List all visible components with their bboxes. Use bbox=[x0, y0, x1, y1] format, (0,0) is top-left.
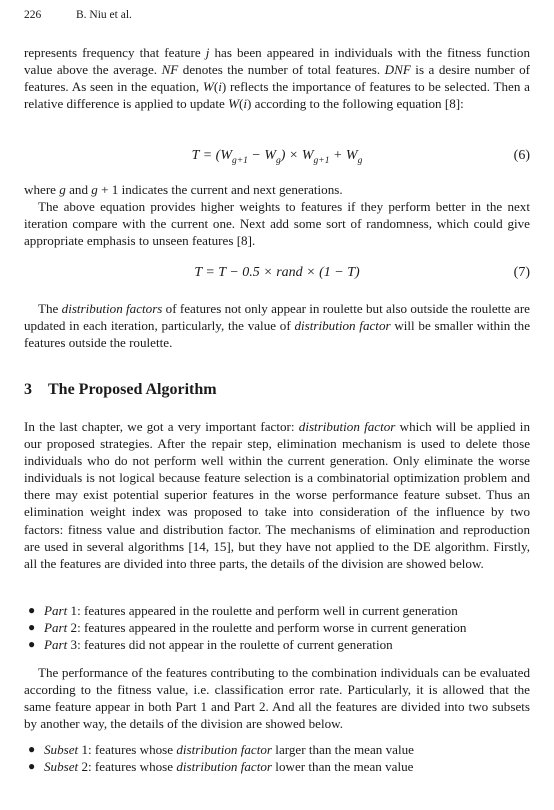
equation-6 bbox=[24, 148, 530, 166]
section-number: 3 bbox=[24, 381, 32, 398]
equation-7-number: (7) bbox=[513, 265, 530, 280]
equation-6-number: (6) bbox=[513, 148, 530, 163]
equation-6-formula: $T = (W_{g+1} - W_g) \times W_{g+1} + W_g$ bbox=[191, 148, 363, 166]
section-heading bbox=[24, 381, 217, 399]
paragraph-weight-definition: represents frequency that feature j has been appeared in individuals with the fitness function value above the average. NF denotes the number of total features. DNF is a desire number of features. As seen in the equation, W(i) reflects the importance of features to be selected. Then a relative difference is applied to update W(i) according to the following equation [8]: bbox=[24, 45, 530, 112]
paragraph-weights: The above equation provides higher weights to features if they perform better in the next iteration compare with the current one. Next add some sort of randomness, which could give appropriate emphasis to unseen features [8]. bbox=[24, 199, 530, 249]
paragraph-feature-performance: The performance of the features contributing to the combination individuals can be evaluated according to the fitness value, i.e. classification error rate. Particularly, it is allowed that the same feature appear in both Part 1 and Part 2. And all the features are divided into two subsets by another way, the details of the division are showed below. bbox=[24, 665, 530, 732]
paragraph-distribution-factors: The distribution factors of features not only appear in roulette but also outside the roulette are updated in each iteration, particularly, the value of distribution factor will be smaller within the features outside the roulette. bbox=[24, 301, 531, 351]
running-header bbox=[24, 9, 132, 21]
running-authors: B. Niu et al. bbox=[76, 9, 132, 21]
equation-7 bbox=[24, 265, 530, 283]
equation-7-formula: T = T − 0.5 × rand × (1 − T) bbox=[194, 265, 360, 280]
paragraph-generations: where g and g + 1 indicates the current and next generations. bbox=[24, 182, 343, 197]
section-title: The Proposed Algorithm bbox=[48, 381, 217, 398]
page-number: 226 bbox=[24, 9, 42, 21]
paragraph-proposed-algorithm: In the last chapter, we got a very important factor: distribution factor which will be applied in our proposed strategies. After the repair step, elimination mechanism is used to delete those individuals who do not perform well within the current generation. Only eliminate the worse individuals is not logical because feature selection is a combinatorial optimization problem and there may exist potential superior features in the worse performance feature subset. Thus an elimination weight index was proposed to take into consideration of the influence by two factors: fitness value and distribution factor. The mechanisms of elimination and reproduction are used in several algorithms [14, 15], but they have not applied to the DE algorithm. Firstly, all the features are divided into three parts, the details of the division are showed below. bbox=[24, 419, 530, 571]
